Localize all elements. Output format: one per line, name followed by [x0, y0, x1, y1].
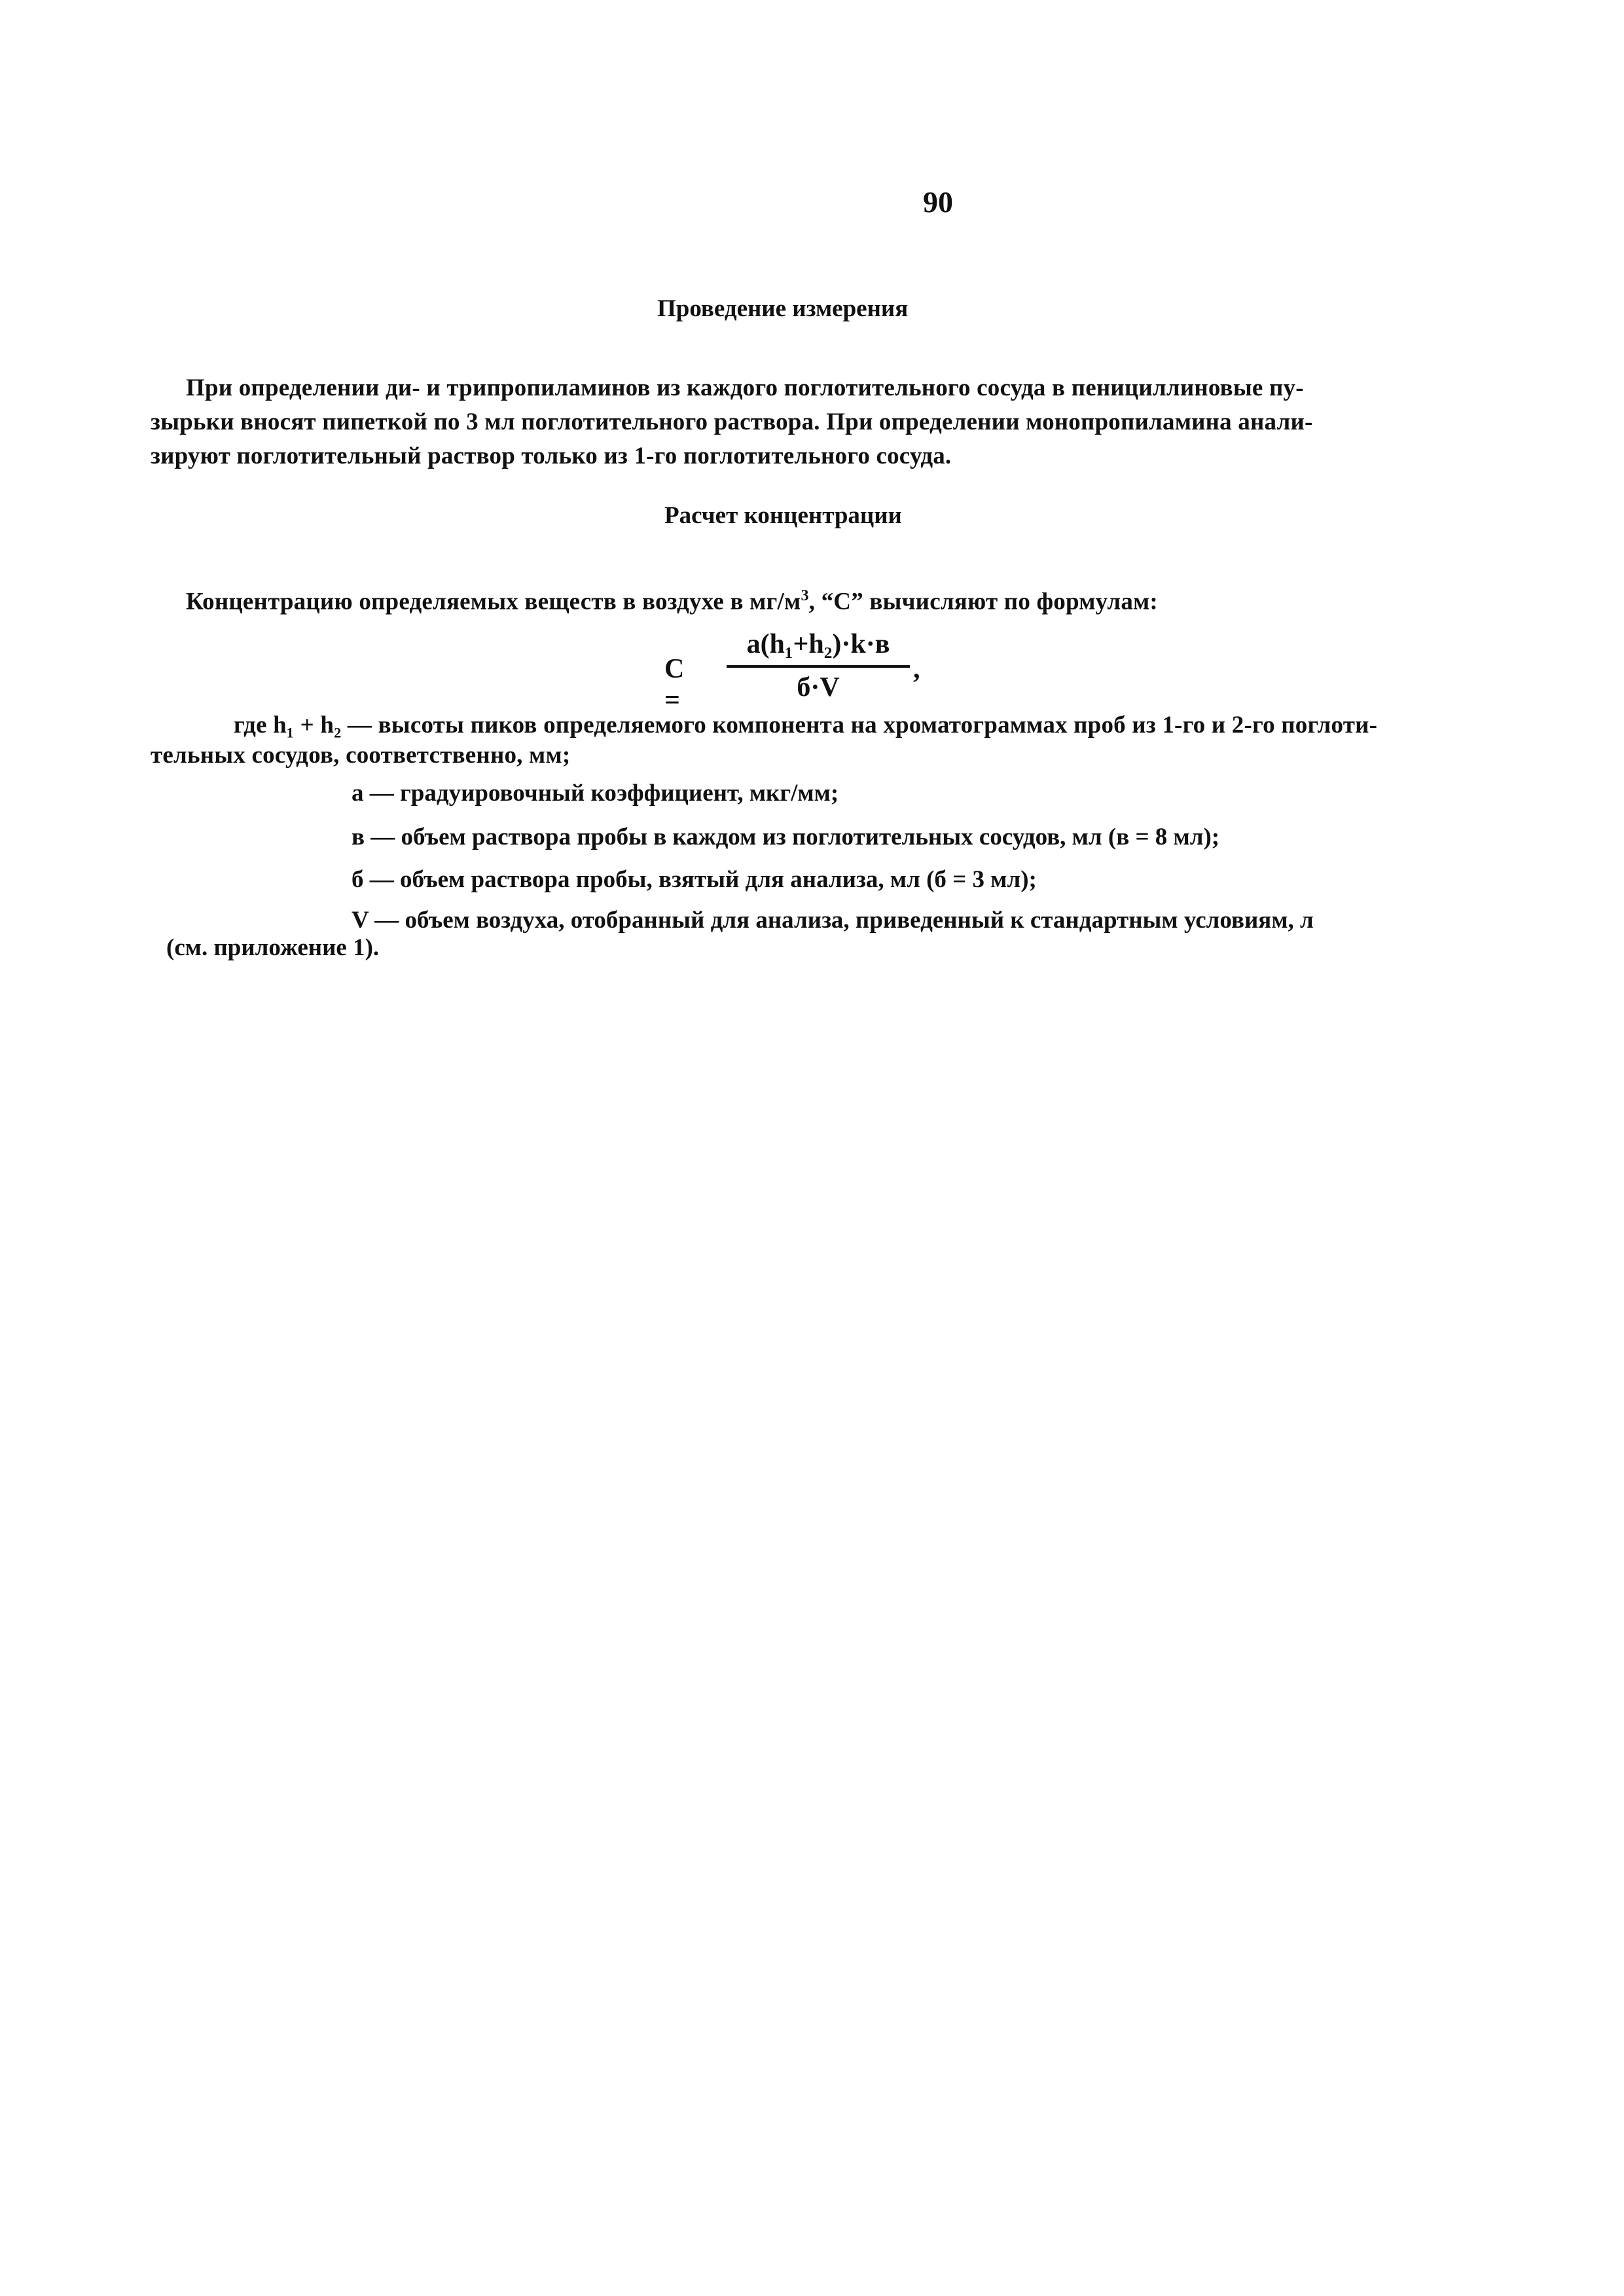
intro-text-tail: , “С” вычисляют по формулам: — [808, 588, 1158, 615]
where-line: тельных сосудов, соответственно, мм; — [151, 742, 571, 769]
intro-text: Концентрацию определяемых веществ в воздухе в мг/м — [186, 588, 801, 615]
paragraph-line: зырьки вносят пипеткой по 3 мл поглотительного раствора. При определении монопропиламина анали- — [151, 409, 1313, 435]
page-number: 90 — [923, 185, 953, 219]
definition-volume: V — объем воздуха, отобранный для анализа, приведенный к стандартным условиям, л — [352, 907, 1314, 934]
definition-tail: (см. приложение 1). — [166, 934, 380, 961]
formula-fraction — [727, 627, 910, 704]
concentration-intro — [186, 579, 1158, 619]
fraction-bar — [727, 665, 910, 668]
formula-trailing: , — [913, 654, 920, 684]
formula-lhs: С = — [664, 654, 685, 716]
definition-b: б — объем раствора пробы, взятый для анализа, мл (б = 3 мл); — [352, 866, 1037, 893]
formula-numerator: a(h₁+h₂)·k·в — [746, 629, 890, 659]
paragraph-line: зируют поглотительный раствор только из 1-го поглотительного сосуда. — [151, 443, 952, 469]
section-heading-measurement: Проведение измерения — [657, 295, 909, 322]
section-heading-calculation: Расчет концентрации — [664, 502, 902, 529]
paragraph-line: При определении ди- и трипропиламинов из каждого поглотительного сосуда в пенициллиновые пу- — [186, 374, 1304, 401]
where-line: где h₁ + h₂ — высоты пиков определяемого компонента на хроматограммах проб из 1-го и 2-го поглоти- — [234, 712, 1378, 738]
definition-v: в — объем раствора пробы в каждом из поглотительных сосудов, мл (в = 8 мл); — [352, 824, 1220, 850]
formula-denominator: б·V — [797, 672, 840, 702]
intro-superscript: 3 — [801, 587, 809, 604]
definition-a: а — градуировочный коэффициент, мкг/мм; — [352, 780, 839, 807]
